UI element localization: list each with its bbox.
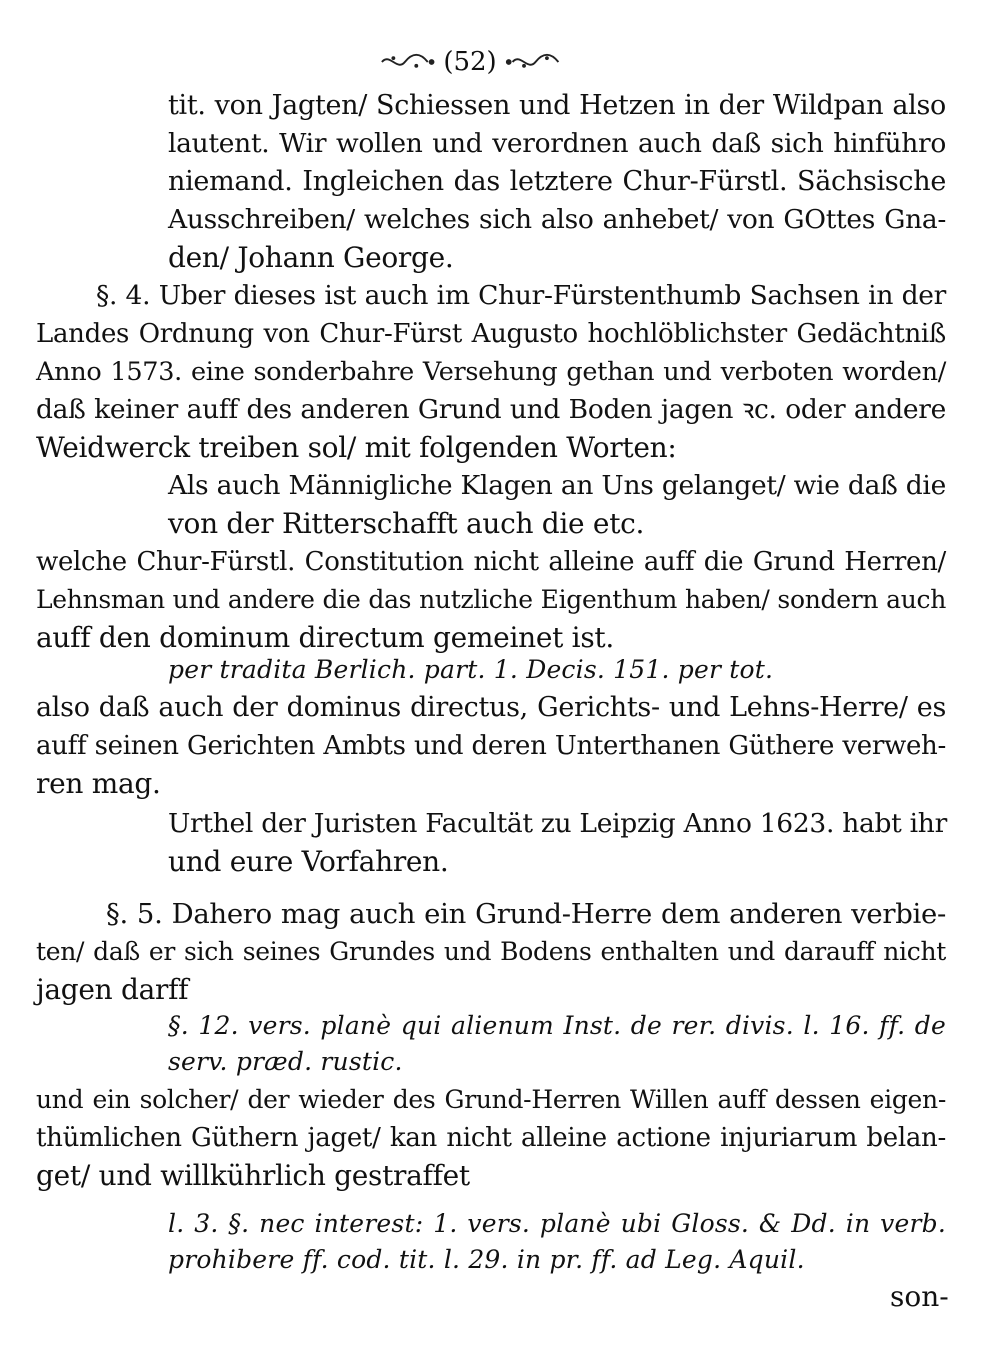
citation-line: serv. præd. rustic. [168, 1047, 403, 1076]
text-line: Weidwerck treiben sol/ mit folgenden Worten: [36, 431, 677, 464]
right-ornament-icon [503, 50, 560, 74]
left-ornament-icon [380, 50, 437, 74]
text-line: auff den dominum directum gemeinet ist. [36, 621, 614, 654]
text-line: niemand. Ingleichen das letztere Chur-Fürstl. Sächsische [168, 166, 946, 197]
quote-line: von der Ritterschafft auch die etc. [168, 507, 645, 540]
text-line: Landes Ordnung von Chur-Fürst Augusto hochlöblichster Gedächtniß [36, 319, 946, 349]
text-line: Lehnsman und andere die das nutzliche Eigenthum haben/ sondern auch [36, 585, 946, 614]
citation-line: prohibere ff. cod. tit. l. 29. in pr. ff. ad Leg. Aquil. [168, 1245, 805, 1274]
text-line: Ausschreiben/ welches sich also anhebet/ von GOttes Gna- [168, 204, 946, 235]
page-header [380, 40, 560, 84]
text-line: daß keiner auff des anderen Grund und Boden jagen ꝛc. oder andere [36, 394, 946, 425]
text-line: thümlichen Güthern jaget/ kan nicht alleine actione injuriarum belan- [36, 1123, 946, 1153]
text-line: den/ Johann George. [168, 241, 454, 274]
section-5-first-line: §. 5. Dahero mag auch ein Grund-Herre dem anderen verbie- [106, 898, 946, 930]
catchword: son- [890, 1280, 949, 1313]
text-line: tit. von Jagten/ Schiessen und Hetzen in der Wildpan also [168, 90, 946, 121]
citation-line: l. 3. §. nec interest: 1. vers. planè ubi Gloss. & Dd. in verb. [168, 1209, 946, 1238]
citation-line: §. 12. vers. planè qui alienum Inst. de rer. divis. l. 16. ff. de [168, 1011, 946, 1040]
quote-line: Als auch Männigliche Klagen an Uns gelanget/ wie daß die [168, 470, 946, 501]
text-line: lautent. Wir wollen und verordnen auch daß sich hinführo [168, 128, 946, 159]
quote-line: Urthel der Juristen Facultät zu Leipzig Anno 1623. habt ihr [168, 808, 947, 839]
text-line: welche Chur-Fürstl. Constitution nicht alleine auff die Grund Herren/ [36, 547, 946, 577]
text-line: ren mag. [36, 767, 161, 800]
citation-line: per tradita Berlich. part. 1. Decis. 151. per tot. [168, 655, 774, 684]
text-line: get/ und willkührlich gestraffet [36, 1159, 470, 1192]
text-line: also daß auch der dominus directus, Gerichts- und Lehns-Herre/ es [36, 692, 946, 723]
text-line: auff seinen Gerichten Ambts und deren Unterthanen Güthere verweh- [36, 731, 946, 761]
page-number: (52) [443, 47, 497, 77]
text-line: jagen darff [36, 973, 189, 1006]
section-4-first-line: §. 4. Uber dieses ist auch im Chur-Fürstenthumb Sachsen in der [96, 280, 946, 311]
quote-line: und eure Vorfahren. [168, 845, 449, 878]
text-line: ten/ daß er sich seines Grundes und Bodens enthalten und darauff nicht [36, 937, 946, 966]
text-line: und ein solcher/ der wieder des Grund-Herren Willen auff dessen eigen- [36, 1085, 946, 1114]
text-line: Anno 1573. eine sonderbahre Versehung gethan und verboten worden/ [36, 357, 946, 387]
